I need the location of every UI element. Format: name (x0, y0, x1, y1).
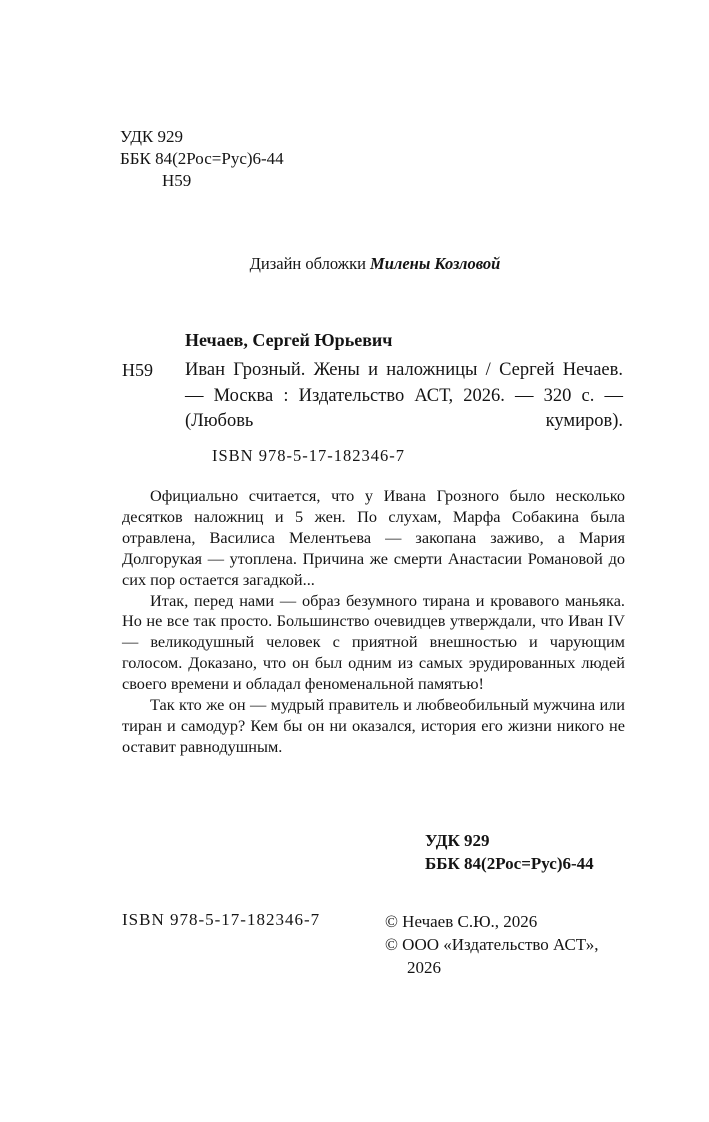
annotation-paragraph: Итак, перед нами — образ безумного тирана и кровавого маньяка. Но не все так просто. Большинство очевидцев утверждали, что Иван IV — великодушный человек с приятной внешностью и чарующим голосом. Доказано, что он был одним из самых эрудированных людей своего времени и обладал феноменальной памятью! (122, 590, 625, 694)
copyright-block (385, 910, 599, 979)
udk-code-top: УДК 929 (120, 127, 184, 146)
classification-codes-bottom (425, 829, 594, 875)
annotation-paragraph: Так кто же он — мудрый правитель и любвеобильный мужчина или тиран и самодур? Кем бы он ни оказался, история его жизни никого не оставит равнодушным. (122, 695, 625, 756)
isbn-mid: ISBN 978-5-17-182346-7 (212, 446, 405, 465)
annotation-paragraph: Официально считается, что у Ивана Грозного было несколько десятков наложниц и 5 жен. По слухам, Марфа Собакина была отравлена, Василиса Мелентьева — закопана заживо, а Мария Долгорукая — утоплена. Причина же смерти Анастасии Романовой до сих пор остается загадкой... (122, 486, 625, 589)
cover-design-label: Дизайн обложки (249, 254, 371, 273)
cover-design-credit (160, 254, 590, 274)
annotation (122, 486, 625, 758)
copyright-publisher: © ООО «Издательство АСТ», (385, 935, 599, 954)
cover-designer-name: Милены Козловой (370, 254, 501, 273)
isbn-bottom: ISBN 978-5-17-182346-7 (122, 910, 321, 929)
bbk-code-bottom: ББК 84(2Рос=Рус)6-44 (425, 854, 594, 873)
bibliographic-description: Иван Грозный. Жены и наложницы / Сергей Нечаев. — Москва : Издательство АСТ, 2026. — 320 с. — (Любовь кумиров). (185, 360, 623, 431)
author-sign-entry: Н59 (122, 360, 153, 380)
copyright-publisher-year: 2026 (407, 958, 441, 977)
udk-code-bottom: УДК 929 (425, 831, 490, 850)
bbk-code-top: ББК 84(2Рос=Рус)6-44 (120, 149, 284, 168)
author-sign-top: Н59 (162, 171, 192, 190)
copyright-author: © Нечаев С.Ю., 2026 (385, 912, 538, 931)
classification-codes-top (120, 126, 284, 192)
author-heading: Нечаев, Сергей Юрьевич (185, 330, 393, 350)
